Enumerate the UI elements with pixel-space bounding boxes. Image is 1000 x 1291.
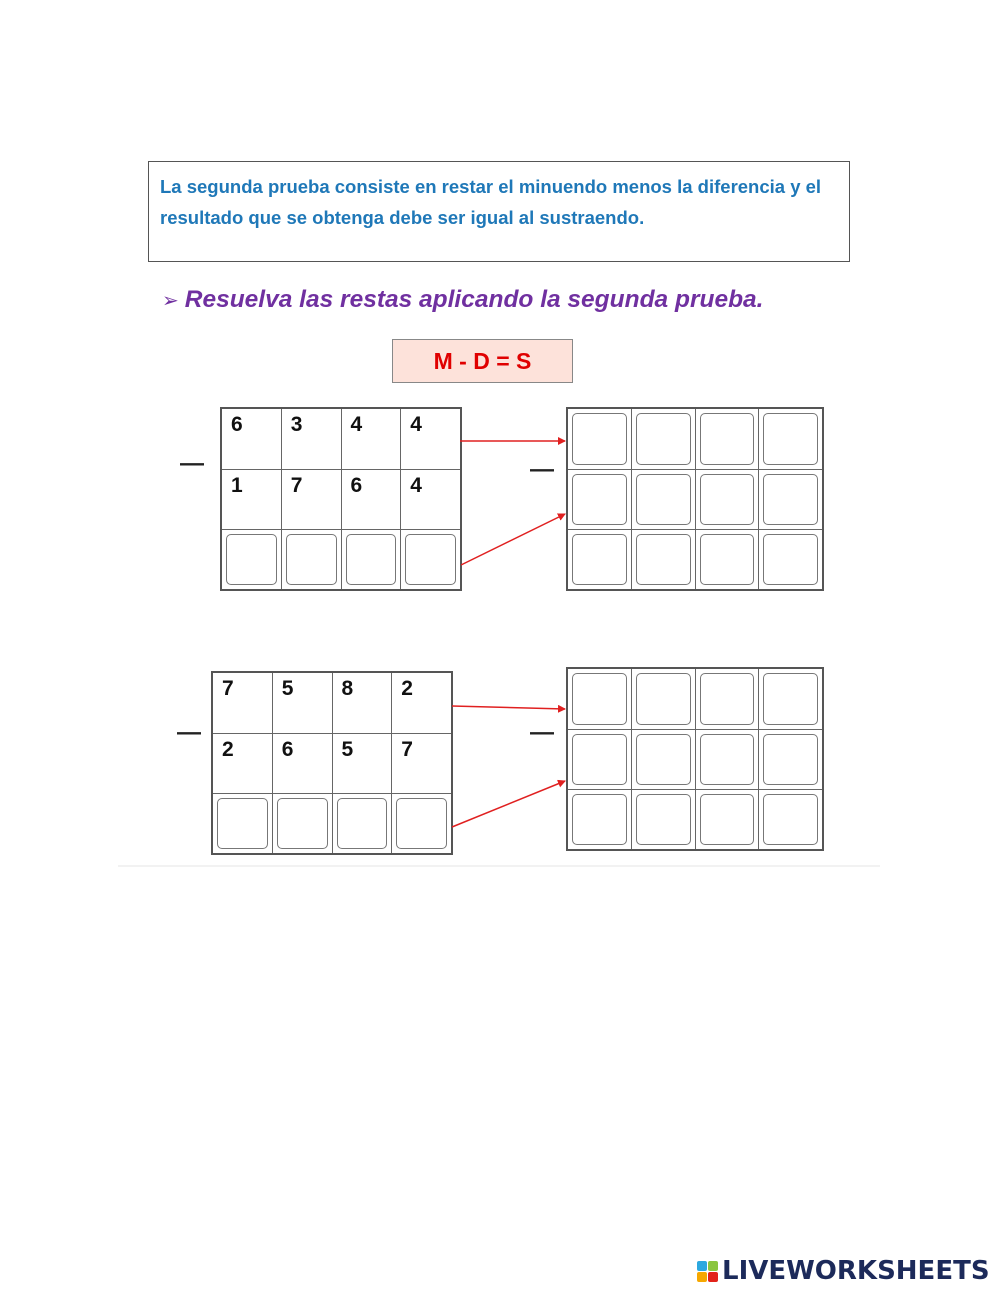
liveworksheets-logo bbox=[697, 1256, 990, 1286]
brand-name: LIVEWORKSHEETS bbox=[722, 1256, 990, 1286]
formula-text: M - D = S bbox=[433, 347, 532, 374]
subtrahend-digit: 6 bbox=[281, 738, 294, 761]
minuend-digit: 2 bbox=[401, 677, 413, 700]
subtrahend-digit: 1 bbox=[231, 474, 243, 497]
instruction-text: Resuelva las restas aplicando la segunda prueba. bbox=[184, 286, 764, 313]
subtrahend-digit: 2 bbox=[222, 738, 234, 761]
minus-sign: — bbox=[180, 450, 204, 477]
intro-text: La segunda prueba consiste en restar el minuendo menos la diferencia y el resultado que se obtenga debe ser igual al sustraendo. bbox=[160, 176, 822, 228]
minus-sign: — bbox=[177, 719, 201, 746]
minuend-digit: 5 bbox=[281, 677, 294, 700]
minuend-digit: 7 bbox=[222, 677, 234, 700]
minus-sign: — bbox=[530, 456, 554, 483]
minuend-digit: 3 bbox=[290, 413, 303, 436]
arrow-minuend-to-check-2 bbox=[452, 706, 565, 709]
minuend-digit: 8 bbox=[341, 677, 354, 700]
arrow-difference-to-check-1 bbox=[461, 514, 565, 565]
subtrahend-digit: 7 bbox=[401, 738, 413, 761]
minuend-digit: 4 bbox=[350, 413, 363, 436]
arrow-bullet-icon: ➢ bbox=[162, 290, 179, 312]
minuend-digit: 6 bbox=[231, 413, 243, 436]
subtrahend-digit: 6 bbox=[350, 474, 363, 497]
minus-sign: — bbox=[530, 719, 554, 746]
minuend-digit: 4 bbox=[410, 413, 422, 436]
subtrahend-digit: 4 bbox=[410, 474, 422, 497]
subtrahend-digit: 5 bbox=[341, 738, 354, 761]
subtrahend-digit: 7 bbox=[290, 474, 303, 497]
logo-mark-icon bbox=[697, 1261, 718, 1282]
arrow-difference-to-check-2 bbox=[452, 781, 565, 827]
